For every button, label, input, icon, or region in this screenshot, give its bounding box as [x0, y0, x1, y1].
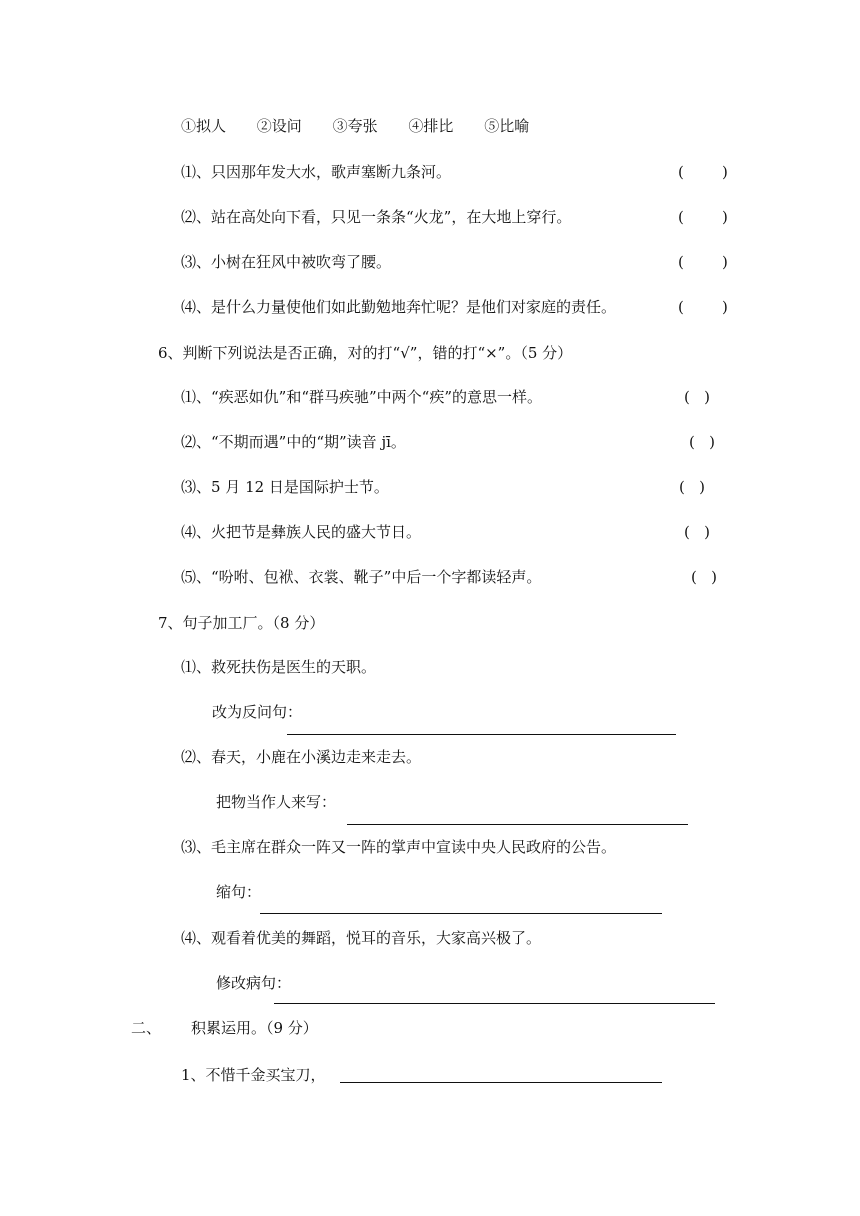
rhetoric-options: [181, 116, 555, 136]
section2-number: 二、: [131, 1019, 162, 1037]
q7-prompt-3: 缩句：: [216, 883, 262, 901]
q6-item-5: ⑸、“吩咐、包袱、衣裳、靴子”中后一个字都读轻声。: [181, 568, 542, 586]
answer-paren-2: ( ): [678, 208, 728, 226]
q7-prompt-1: 改为反问句：: [212, 703, 303, 721]
q7-prompt-4: 修改病句：: [216, 974, 292, 992]
q6-paren-4: ( ): [684, 523, 711, 541]
q6-paren-5: ( ): [691, 568, 718, 586]
q6-paren-1: ( ): [684, 388, 711, 406]
answer-line-1[interactable]: [287, 734, 676, 735]
q7-item-4: ⑷、观看着优美的舞蹈，悦耳的音乐，大家高兴极了。: [181, 929, 542, 947]
section2-item-1: 1、不惜千金买宝刀，: [181, 1066, 326, 1084]
q7-item-2: ⑵、春天，小鹿在小溪边走来走去。: [181, 748, 422, 766]
option-personification: ①拟人: [181, 117, 227, 135]
answer-paren-4: ( ): [678, 298, 728, 316]
q6-item-1: ⑴、“疾恶如仇”和“群马疾驰”中两个“疾”的意思一样。: [181, 388, 543, 406]
rhetoric-item-1: ⑴、只因那年发大水，歌声塞断九条河。: [181, 163, 452, 181]
answer-line-4[interactable]: [274, 1003, 715, 1004]
q6-title: 6、判断下列说法是否正确，对的打“√”，错的打“×”。（5 分）: [158, 344, 573, 362]
section2-title: 积累运用。（9 分）: [191, 1019, 318, 1037]
q6-paren-3: ( ): [679, 478, 706, 496]
q6-item-3: ⑶、5 月 12 日是国际护士节。: [181, 478, 389, 496]
answer-paren-1: ( ): [678, 163, 728, 181]
answer-line-3[interactable]: [260, 913, 662, 914]
rhetoric-item-2: ⑵、站在高处向下看，只见一条条“火龙”，在大地上穿行。: [181, 208, 572, 226]
rhetoric-item-3: ⑶、小树在狂风中被吹弯了腰。: [181, 253, 392, 271]
q6-item-2: ⑵、“不期而遇”中的“期”读音 jī。: [181, 433, 406, 451]
option-rhetorical-question: ②设问: [256, 117, 302, 135]
q6-item-4: ⑷、火把节是彝族人民的盛大节日。: [181, 523, 422, 541]
answer-line-5[interactable]: [340, 1082, 662, 1083]
option-metaphor: ⑤比喻: [484, 117, 530, 135]
answer-line-2[interactable]: [347, 824, 688, 825]
option-exaggeration: ③夸张: [332, 117, 378, 135]
q7-item-1: ⑴、救死扶伤是医生的天职。: [181, 658, 377, 676]
q6-paren-2: ( ): [689, 433, 716, 451]
answer-paren-3: ( ): [678, 253, 728, 271]
option-parallelism: ④排比: [408, 117, 454, 135]
rhetoric-item-4: ⑷、是什么力量使他们如此勤勉地奔忙呢？是他们对家庭的责任。: [181, 298, 617, 316]
q7-prompt-2: 把物当作人来写：: [216, 793, 337, 811]
q7-item-3: ⑶、毛主席在群众一阵又一阵的掌声中宣读中央人民政府的公告。: [181, 838, 617, 856]
q7-title: 7、句子加工厂。（8 分）: [158, 614, 325, 632]
